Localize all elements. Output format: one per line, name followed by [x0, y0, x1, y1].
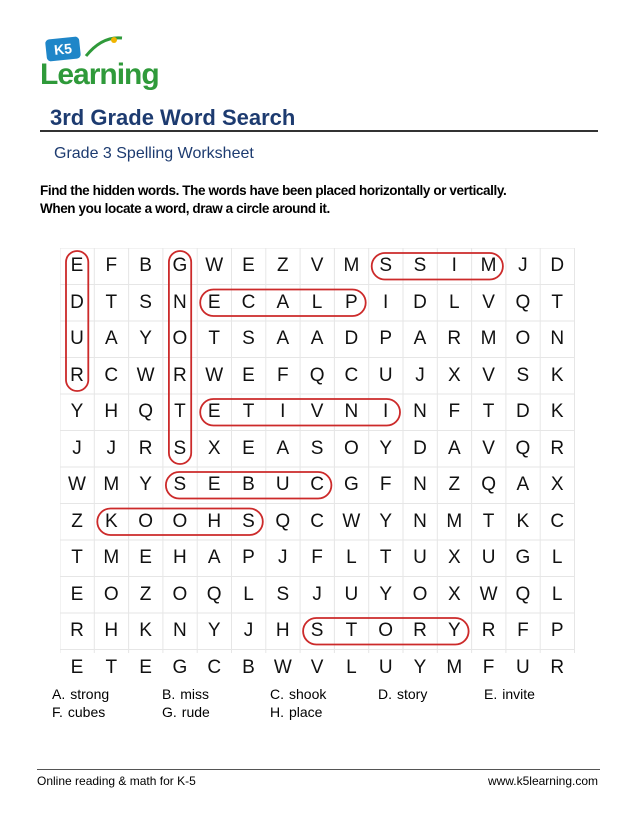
grid-letter[interactable]: D — [344, 328, 359, 349]
grid-letter[interactable]: L — [311, 291, 323, 313]
grid-letter[interactable]: U — [516, 656, 530, 678]
grid-letter[interactable]: G — [172, 656, 188, 678]
word-text: miss — [180, 686, 210, 702]
grid-letter[interactable]: J — [415, 364, 425, 386]
grid-letter[interactable]: I — [383, 291, 389, 313]
grid-letter[interactable]: S — [173, 474, 187, 495]
grid-letter[interactable]: Y — [207, 620, 221, 641]
grid-letter[interactable]: S — [516, 364, 530, 386]
grid-letter[interactable]: S — [379, 255, 393, 276]
grid-letter[interactable]: K — [139, 620, 152, 641]
word-list — [52, 686, 592, 726]
grid-letter[interactable]: F — [276, 364, 289, 386]
grid-letter[interactable]: V — [482, 291, 495, 313]
grid-letter[interactable]: W — [205, 364, 224, 386]
word-text: rude — [181, 704, 210, 720]
grid-letter[interactable]: R — [173, 364, 187, 386]
grid-letter[interactable]: O — [412, 583, 428, 605]
grid-letter[interactable]: Z — [139, 583, 152, 605]
grid-letter[interactable]: T — [208, 328, 220, 349]
grid-letter[interactable]: M — [103, 474, 120, 495]
grid-letter[interactable]: E — [207, 474, 221, 495]
grid-letter[interactable]: G — [344, 474, 359, 495]
grid-letter[interactable]: H — [104, 620, 119, 641]
grid-letter[interactable]: P — [379, 328, 393, 349]
word-letter: C. — [270, 686, 284, 702]
grid-letter[interactable]: H — [173, 547, 187, 568]
title-divider — [40, 130, 598, 132]
grid-letter[interactable]: C — [550, 510, 565, 532]
grid-letter[interactable]: B — [242, 656, 255, 678]
grid-letter[interactable]: T — [174, 401, 186, 422]
grid-letter[interactable]: I — [383, 401, 389, 422]
grid-letter[interactable]: C — [241, 291, 256, 313]
grid-letter[interactable]: S — [310, 437, 324, 459]
word-letter: H. — [270, 704, 284, 720]
logo-word: Learning — [40, 58, 159, 91]
grid-letter[interactable]: F — [448, 401, 461, 422]
grid-letter[interactable]: F — [517, 620, 529, 641]
word-text: invite — [502, 686, 535, 702]
grid-letter[interactable]: Q — [206, 583, 222, 605]
grid-letter[interactable]: C — [207, 656, 222, 678]
grid-letter[interactable]: L — [449, 291, 460, 313]
grid-letter[interactable]: M — [446, 510, 463, 532]
grid-letter[interactable]: S — [413, 255, 427, 276]
grid-letter[interactable]: O — [172, 510, 188, 532]
grid-letter[interactable]: Q — [275, 510, 291, 532]
grid-letter[interactable]: A — [207, 547, 221, 568]
word-text: strong — [70, 686, 110, 702]
grid-letter[interactable]: E — [139, 656, 152, 678]
grid-letter[interactable]: D — [413, 437, 427, 459]
grid-letter[interactable]: A — [276, 437, 290, 459]
grid-letter[interactable]: D — [70, 291, 84, 313]
grid-letter[interactable]: N — [344, 401, 359, 422]
grid-letter[interactable]: E — [70, 255, 84, 276]
grid-letter[interactable]: Q — [515, 437, 531, 459]
grid-letter[interactable]: P — [345, 291, 358, 313]
grid-letter[interactable]: N — [413, 510, 427, 532]
grid-letter[interactable]: K — [550, 401, 564, 422]
grid-letter[interactable]: I — [280, 401, 286, 422]
word-letter: G. — [162, 704, 177, 720]
grid-letter[interactable]: Z — [276, 255, 289, 276]
grid-letter[interactable]: D — [516, 401, 530, 422]
grid-letter[interactable]: Y — [379, 437, 393, 459]
grid-letter[interactable]: S — [242, 328, 255, 349]
grid-letter[interactable]: E — [70, 656, 84, 678]
footer-left-text: Online reading & math for K-5 — [37, 774, 196, 788]
grid-letter[interactable]: S — [276, 583, 290, 605]
grid-letter[interactable]: J — [278, 547, 288, 568]
grid-letter[interactable]: K — [550, 364, 564, 386]
grid-letter[interactable]: A — [104, 328, 118, 349]
grid-letter[interactable]: H — [104, 401, 119, 422]
grid-letter[interactable]: A — [413, 328, 427, 349]
grid-letter[interactable]: O — [515, 328, 531, 349]
k5-learning-logo — [38, 32, 160, 94]
grid-letter[interactable]: N — [550, 328, 565, 349]
grid-letter[interactable]: L — [346, 656, 357, 678]
grid-letter[interactable]: M — [343, 255, 360, 276]
grid-letter[interactable]: T — [105, 291, 118, 313]
grid-letter[interactable]: O — [378, 620, 394, 641]
grid-letter[interactable]: P — [242, 547, 255, 568]
word-letter: A. — [52, 686, 66, 702]
footer-right-text[interactable]: www.k5learning.com — [487, 774, 598, 788]
grid-letter[interactable]: A — [310, 328, 324, 349]
grid-letter[interactable]: A — [447, 437, 461, 459]
grid-letter[interactable]: G — [515, 547, 531, 568]
grid-letter[interactable]: O — [172, 583, 188, 605]
grid-letter[interactable]: Q — [515, 291, 531, 313]
grid-letter[interactable]: T — [345, 620, 358, 641]
grid-letter[interactable]: Q — [309, 364, 325, 386]
grid-letter[interactable]: E — [207, 401, 221, 422]
grid-letter[interactable]: L — [346, 547, 357, 568]
grid-letter[interactable]: X — [447, 583, 461, 605]
grid-letter[interactable]: A — [276, 328, 290, 349]
grid-letter[interactable]: X — [207, 437, 221, 459]
grid-letter[interactable]: V — [482, 437, 495, 459]
word-text: shook — [289, 686, 327, 702]
word-letter: F. — [52, 704, 63, 720]
grid-letter[interactable]: W — [205, 255, 224, 276]
word-list-item — [162, 686, 209, 702]
grid-letter[interactable]: R — [70, 364, 84, 386]
grid-letter[interactable]: T — [482, 510, 495, 532]
grid-letter[interactable]: C — [104, 364, 119, 386]
grid-letter[interactable]: O — [344, 437, 359, 459]
grid-letter[interactable]: G — [172, 255, 188, 276]
grid-letter[interactable]: F — [105, 255, 118, 276]
page-subtitle: Grade 3 Spelling Worksheet — [54, 145, 254, 162]
grid-letter[interactable]: W — [68, 474, 86, 495]
grid-letter[interactable]: T — [242, 401, 255, 422]
grid-letter[interactable]: Q — [481, 474, 496, 495]
grid-letter[interactable]: V — [482, 364, 495, 386]
grid-letter[interactable]: T — [71, 547, 83, 568]
grid-letter[interactable]: X — [550, 474, 564, 495]
grid-letter[interactable]: P — [550, 620, 564, 641]
grid-letter[interactable]: N — [413, 474, 427, 495]
grid-letter[interactable]: U — [413, 547, 427, 568]
grid-letter[interactable]: B — [242, 474, 255, 495]
grid-letter[interactable]: U — [344, 583, 359, 605]
grid-letter[interactable]: N — [173, 620, 187, 641]
grid-letter[interactable]: M — [480, 328, 497, 349]
grid-letter[interactable]: K — [516, 510, 530, 532]
grid-letter[interactable]: U — [378, 364, 393, 386]
word-list-item — [270, 704, 322, 720]
grid-letter[interactable]: M — [446, 656, 463, 678]
grid-letter[interactable]: U — [378, 656, 393, 678]
grid-letter[interactable]: W — [136, 364, 155, 386]
grid-letter[interactable]: Z — [448, 474, 461, 495]
footer-divider — [37, 769, 600, 770]
grid-letter[interactable]: E — [242, 437, 255, 459]
grid-letter[interactable]: C — [310, 474, 324, 495]
instructions-text: Find the hidden words. The words have been placed horizontally or vertically. When you locate a word, draw a circle around it. — [40, 183, 507, 216]
grid-letter[interactable]: R — [413, 620, 427, 641]
grid-letter[interactable]: H — [207, 510, 222, 532]
grid-letter[interactable]: R — [447, 328, 462, 349]
grid-letter[interactable]: F — [311, 547, 323, 568]
page-title: 3rd Grade Word Search — [50, 105, 296, 130]
grid-letter[interactable]: T — [482, 401, 495, 422]
word-text: story — [397, 686, 428, 702]
grid-letter[interactable]: T — [379, 547, 392, 568]
word-search-grid[interactable] — [60, 248, 575, 678]
grid-letter[interactable]: U — [70, 328, 84, 349]
grid-letter[interactable]: H — [275, 620, 290, 641]
grid-letter[interactable]: J — [312, 583, 322, 605]
word-list-item — [378, 686, 427, 702]
grid-letter[interactable]: E — [139, 547, 152, 568]
grid-letter[interactable]: M — [103, 547, 120, 568]
grid-letter[interactable]: X — [447, 547, 461, 568]
grid-letter[interactable]: T — [551, 291, 563, 313]
grid-letter[interactable]: T — [105, 656, 118, 678]
grid-letter[interactable]: Q — [138, 401, 153, 422]
word-letter: B. — [162, 686, 176, 702]
grid-letter[interactable]: L — [551, 583, 563, 605]
word-list-item — [52, 704, 105, 720]
grid-letter[interactable]: Y — [139, 474, 152, 495]
word-letter: E. — [484, 686, 498, 702]
grid-letter[interactable]: B — [139, 255, 152, 276]
grid-letter[interactable]: Y — [447, 620, 461, 641]
grid-letter[interactable]: R — [481, 620, 496, 641]
word-list-item — [52, 686, 109, 702]
word-text: cubes — [67, 704, 106, 720]
grid-letter[interactable]: W — [342, 510, 361, 532]
grid-letter[interactable]: J — [72, 437, 82, 459]
grid-letter[interactable]: L — [243, 583, 254, 605]
grid-letter[interactable]: C — [344, 364, 359, 386]
grid-letter[interactable]: S — [242, 510, 255, 532]
word-letter: D. — [378, 686, 392, 702]
grid-letter[interactable]: R — [550, 437, 565, 459]
word-text: place — [289, 704, 323, 720]
grid-letter[interactable]: A — [516, 474, 530, 495]
grid-letter[interactable]: F — [482, 656, 495, 678]
grid-letter[interactable]: O — [172, 328, 188, 349]
grid-letter[interactable]: E — [70, 583, 84, 605]
grid-letter[interactable]: S — [139, 291, 152, 313]
grid-letter[interactable]: V — [310, 401, 324, 422]
grid-letter[interactable]: S — [310, 620, 324, 641]
grid-letter[interactable]: X — [447, 364, 461, 386]
grid-letter[interactable]: J — [106, 437, 117, 459]
grid-letter[interactable]: I — [451, 255, 457, 276]
logo-swoosh-icon — [84, 34, 124, 60]
grid-letter[interactable]: R — [550, 656, 565, 678]
grid-letter[interactable]: R — [70, 620, 84, 641]
grid-letter[interactable]: E — [207, 291, 221, 313]
grid-letter[interactable]: Y — [70, 401, 84, 422]
logo-badge: K5 — [45, 36, 81, 61]
grid-letter[interactable]: N — [173, 291, 187, 313]
grid-letter[interactable]: V — [310, 656, 324, 678]
grid-letter[interactable]: Z — [71, 510, 83, 532]
word-list-item — [484, 686, 535, 702]
grid-letter[interactable]: D — [550, 255, 565, 276]
grid-letter[interactable]: Q — [515, 583, 531, 605]
grid-letter[interactable]: C — [310, 510, 324, 532]
grid-letter[interactable]: F — [379, 474, 392, 495]
grid-letter[interactable]: E — [242, 255, 255, 276]
word-list-item — [162, 704, 210, 720]
grid-letter[interactable]: A — [276, 291, 290, 313]
grid-letter[interactable]: W — [273, 656, 292, 678]
grid-letter[interactable]: V — [310, 255, 324, 276]
grid-letter[interactable]: O — [103, 583, 119, 605]
grid-letter[interactable]: N — [413, 401, 427, 422]
grid-letter[interactable]: S — [173, 437, 187, 459]
grid-letter[interactable]: K — [104, 510, 118, 532]
grid-letter[interactable]: J — [243, 620, 254, 641]
grid-letter[interactable]: Y — [379, 583, 393, 605]
word-list-item — [270, 686, 326, 702]
grid-letter[interactable]: W — [479, 583, 498, 605]
grid-letter[interactable]: E — [242, 364, 255, 386]
grid-letter[interactable]: M — [480, 255, 497, 276]
grid-letter[interactable]: L — [551, 547, 563, 568]
grid-letter[interactable]: Y — [379, 510, 393, 532]
grid-letter[interactable]: O — [138, 510, 153, 532]
grid-letter[interactable]: Y — [139, 328, 152, 349]
grid-letter[interactable]: Y — [413, 656, 427, 678]
grid-letter[interactable]: D — [413, 291, 427, 313]
grid-letter[interactable]: U — [275, 474, 290, 495]
grid-letter[interactable]: J — [518, 255, 528, 276]
grid-letter[interactable]: U — [481, 547, 496, 568]
grid-letter[interactable]: R — [138, 437, 153, 459]
